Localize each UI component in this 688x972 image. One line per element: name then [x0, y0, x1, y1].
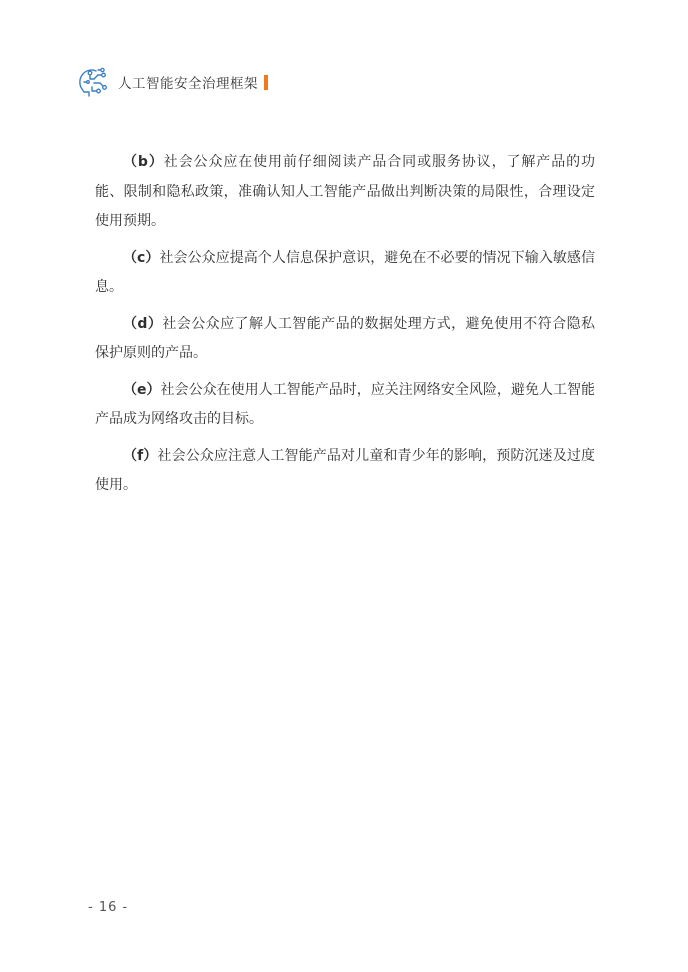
paragraph-text: 社会公众应了解人工智能产品的数据处理方式，避免使用不符合隐私保护原则的产品。 — [95, 315, 596, 361]
paragraph-text: 社会公众应在使用前仔细阅读产品合同或服务协议，了解产品的功能、限制和隐私政策，准确认知人工智能产品做出判断决策的局限性，合理设定使用预期。 — [95, 154, 595, 229]
title-accent-bar — [264, 75, 268, 90]
paragraph-e — [95, 376, 595, 435]
document-title: 人工智能安全治理框架 — [118, 76, 258, 92]
paragraph-text: 社会公众应注意人工智能产品对儿童和青少年的影响，预防沉迷及过度使用。 — [95, 447, 596, 493]
paragraph-label: （c） — [123, 249, 160, 266]
ai-head-circuit-icon — [76, 65, 110, 99]
paragraph-label: （f） — [123, 447, 158, 464]
paragraph-label: （d） — [123, 315, 163, 332]
paragraph-label: （b） — [123, 154, 164, 170]
paragraph-label: （e） — [123, 381, 161, 398]
paragraph-b — [95, 148, 595, 237]
page-header — [76, 64, 268, 100]
page-number: - 16 - — [88, 900, 129, 915]
paragraph-c — [95, 244, 595, 303]
paragraph-f — [95, 442, 595, 501]
body-content — [95, 148, 595, 508]
paragraph-d — [95, 310, 595, 369]
paragraph-text: 社会公众应提高个人信息保护意识，避免在不必要的情况下输入敏感信息。 — [95, 249, 595, 295]
paragraph-text: 社会公众在使用人工智能产品时，应关注网络安全风险，避免人工智能产品成为网络攻击的目标。 — [95, 381, 595, 427]
